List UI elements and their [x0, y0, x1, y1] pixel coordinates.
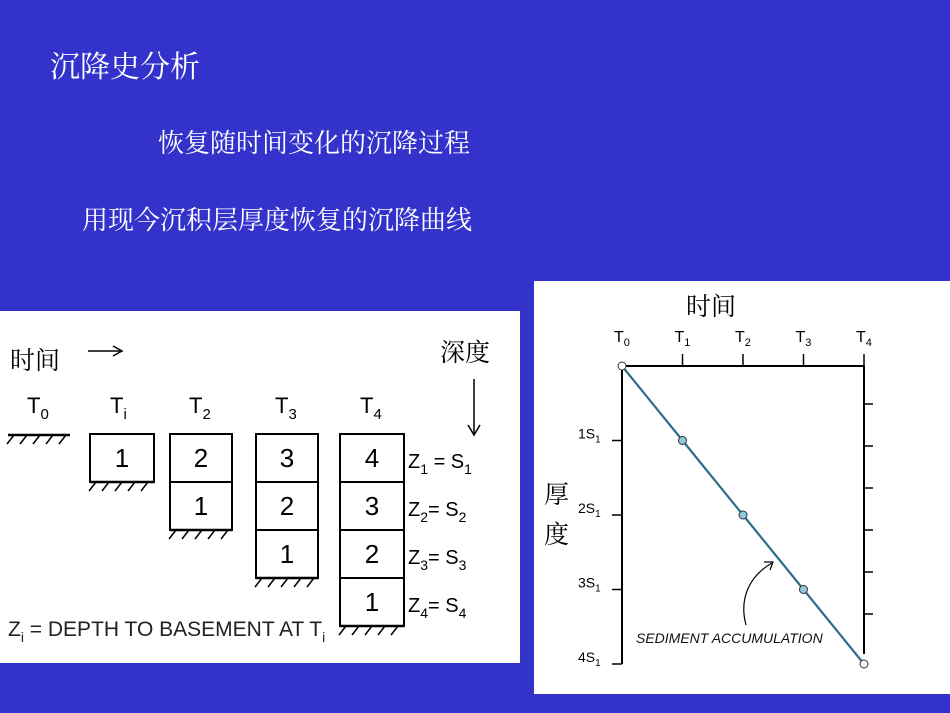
basement-hatch-icon	[169, 530, 232, 539]
layer-number: 1	[364, 587, 380, 617]
slide-subtitle-2: 用现今沉积层厚度恢复的沉降曲线	[82, 206, 473, 236]
subsidence-curve-panel	[534, 281, 950, 694]
time-label: 时间	[10, 346, 61, 375]
column-label: $T_4$	[360, 393, 382, 423]
depth-label: 深度	[440, 338, 491, 367]
column-label: $T_2$	[189, 393, 211, 423]
equation-z4: $Z_4= S_4$	[408, 595, 467, 621]
footnote: $Z_i$ = DEPTH TO BASEMENT AT $T_i$	[8, 618, 326, 645]
y-tick-label: $4S_1$	[578, 649, 601, 669]
chart-thickness-label-2: 度	[544, 520, 570, 549]
basement-hatch-icon	[255, 578, 318, 587]
basement-hatch-icon	[89, 482, 154, 491]
layer-number: 4	[364, 443, 380, 473]
layer-number: 3	[279, 443, 295, 473]
chart-thickness-label-1: 厚	[544, 480, 570, 509]
basement-hatch-icon	[7, 435, 70, 444]
layer-number: 3	[364, 491, 380, 521]
layer-number: 2	[279, 491, 295, 521]
equation-z3: $Z_3= S_3$	[408, 547, 467, 573]
basement-hatch-icon	[339, 626, 404, 635]
slide-title: 沉降史分析	[50, 50, 200, 85]
strata-columns	[7, 393, 404, 635]
subsidence-chart	[578, 329, 873, 669]
x-tick-label: $T_1$	[674, 329, 691, 349]
data-point	[860, 660, 868, 668]
equation-z2: $Z_2= S_2$	[408, 499, 467, 525]
y-tick-label: $2S_1$	[578, 500, 601, 520]
data-point	[679, 437, 687, 445]
equation-z1: $Z_1 = S_1$	[408, 451, 472, 477]
data-point	[618, 362, 626, 370]
depth-equations	[408, 451, 472, 621]
layer-number: 1	[279, 539, 295, 569]
subsidence-curve-svg	[534, 281, 950, 694]
data-point	[800, 586, 808, 594]
x-tick-label: $T_4$	[856, 329, 872, 349]
column-T2	[169, 393, 232, 539]
basement-depth-diagram	[0, 311, 520, 663]
column-label: $T_i$	[110, 393, 127, 423]
basement-depth-svg	[0, 311, 520, 663]
annotation-arrow	[744, 563, 772, 625]
x-tick-label: $T_0$	[614, 329, 630, 349]
column-T0	[7, 393, 70, 444]
slide-subtitle-1: 恢复随时间变化的沉降过程	[158, 129, 471, 159]
sediment-accumulation-label: SEDIMENT ACCUMULATION	[636, 630, 823, 646]
layer-number: 1	[114, 443, 130, 473]
time-arrow-icon	[88, 346, 122, 356]
column-label: $T_3$	[275, 393, 297, 423]
layer-number: 2	[193, 443, 209, 473]
column-T3	[255, 393, 318, 587]
y-tick-label: $1S_1$	[578, 425, 601, 446]
x-tick-label: $T_2$	[735, 329, 751, 349]
column-T4	[339, 393, 404, 635]
chart-time-label: 时间	[686, 292, 737, 321]
layer-number: 2	[364, 539, 380, 569]
column-Ti	[89, 393, 154, 491]
column-label: $T_0$	[27, 393, 49, 423]
data-point	[739, 511, 747, 519]
layer-number: 1	[193, 491, 209, 521]
depth-arrow-icon	[468, 379, 480, 435]
x-tick-label: $T_3$	[795, 329, 812, 349]
y-tick-label: $3S_1$	[578, 574, 601, 595]
